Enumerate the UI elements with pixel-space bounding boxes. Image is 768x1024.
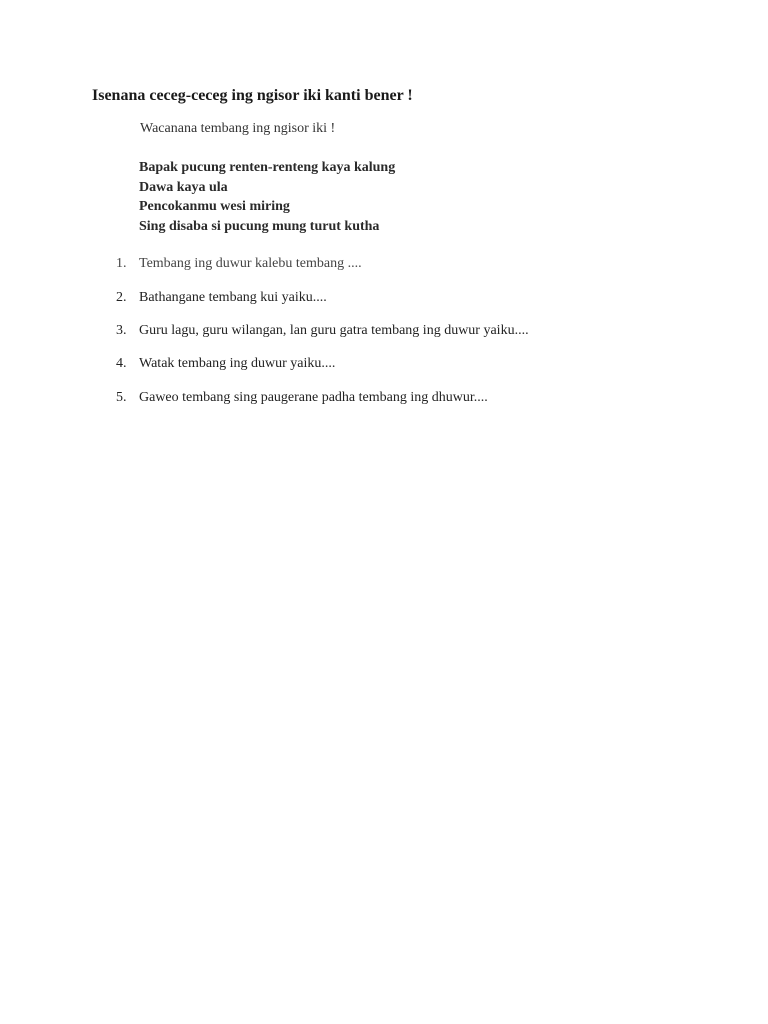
question-number: 5. — [116, 390, 127, 405]
poem-block — [139, 158, 395, 236]
poem-line: Dawa kaya ula — [139, 179, 228, 195]
poem-line: Sing disaba si pucung mung turut kutha — [139, 218, 380, 234]
instruction-text: Wacanana tembang ing ngisor iki ! — [140, 121, 336, 136]
question-text: Watak tembang ing duwur yaiku.... — [139, 356, 336, 371]
question-number: 1. — [116, 256, 127, 271]
poem-line: Bapak pucung renten-renteng kaya kalung — [139, 160, 396, 175]
poem-line: Pencokanmu wesi miring — [139, 199, 290, 214]
question-number: 2. — [116, 290, 127, 305]
question-number: 4. — [116, 356, 127, 371]
question-text: Gaweo tembang sing paugerane padha tembang ing dhuwur.... — [139, 390, 488, 405]
page-title: Isenana ceceg-ceceg ing ngisor iki kanti bener ! — [92, 87, 413, 104]
question-number: 3. — [116, 323, 127, 338]
question-text: Guru lagu, guru wilangan, lan guru gatra tembang ing duwur yaiku.... — [139, 323, 529, 338]
question-text: Bathangane tembang kui yaiku.... — [139, 290, 327, 305]
question-text: Tembang ing duwur kalebu tembang .... — [139, 256, 362, 271]
